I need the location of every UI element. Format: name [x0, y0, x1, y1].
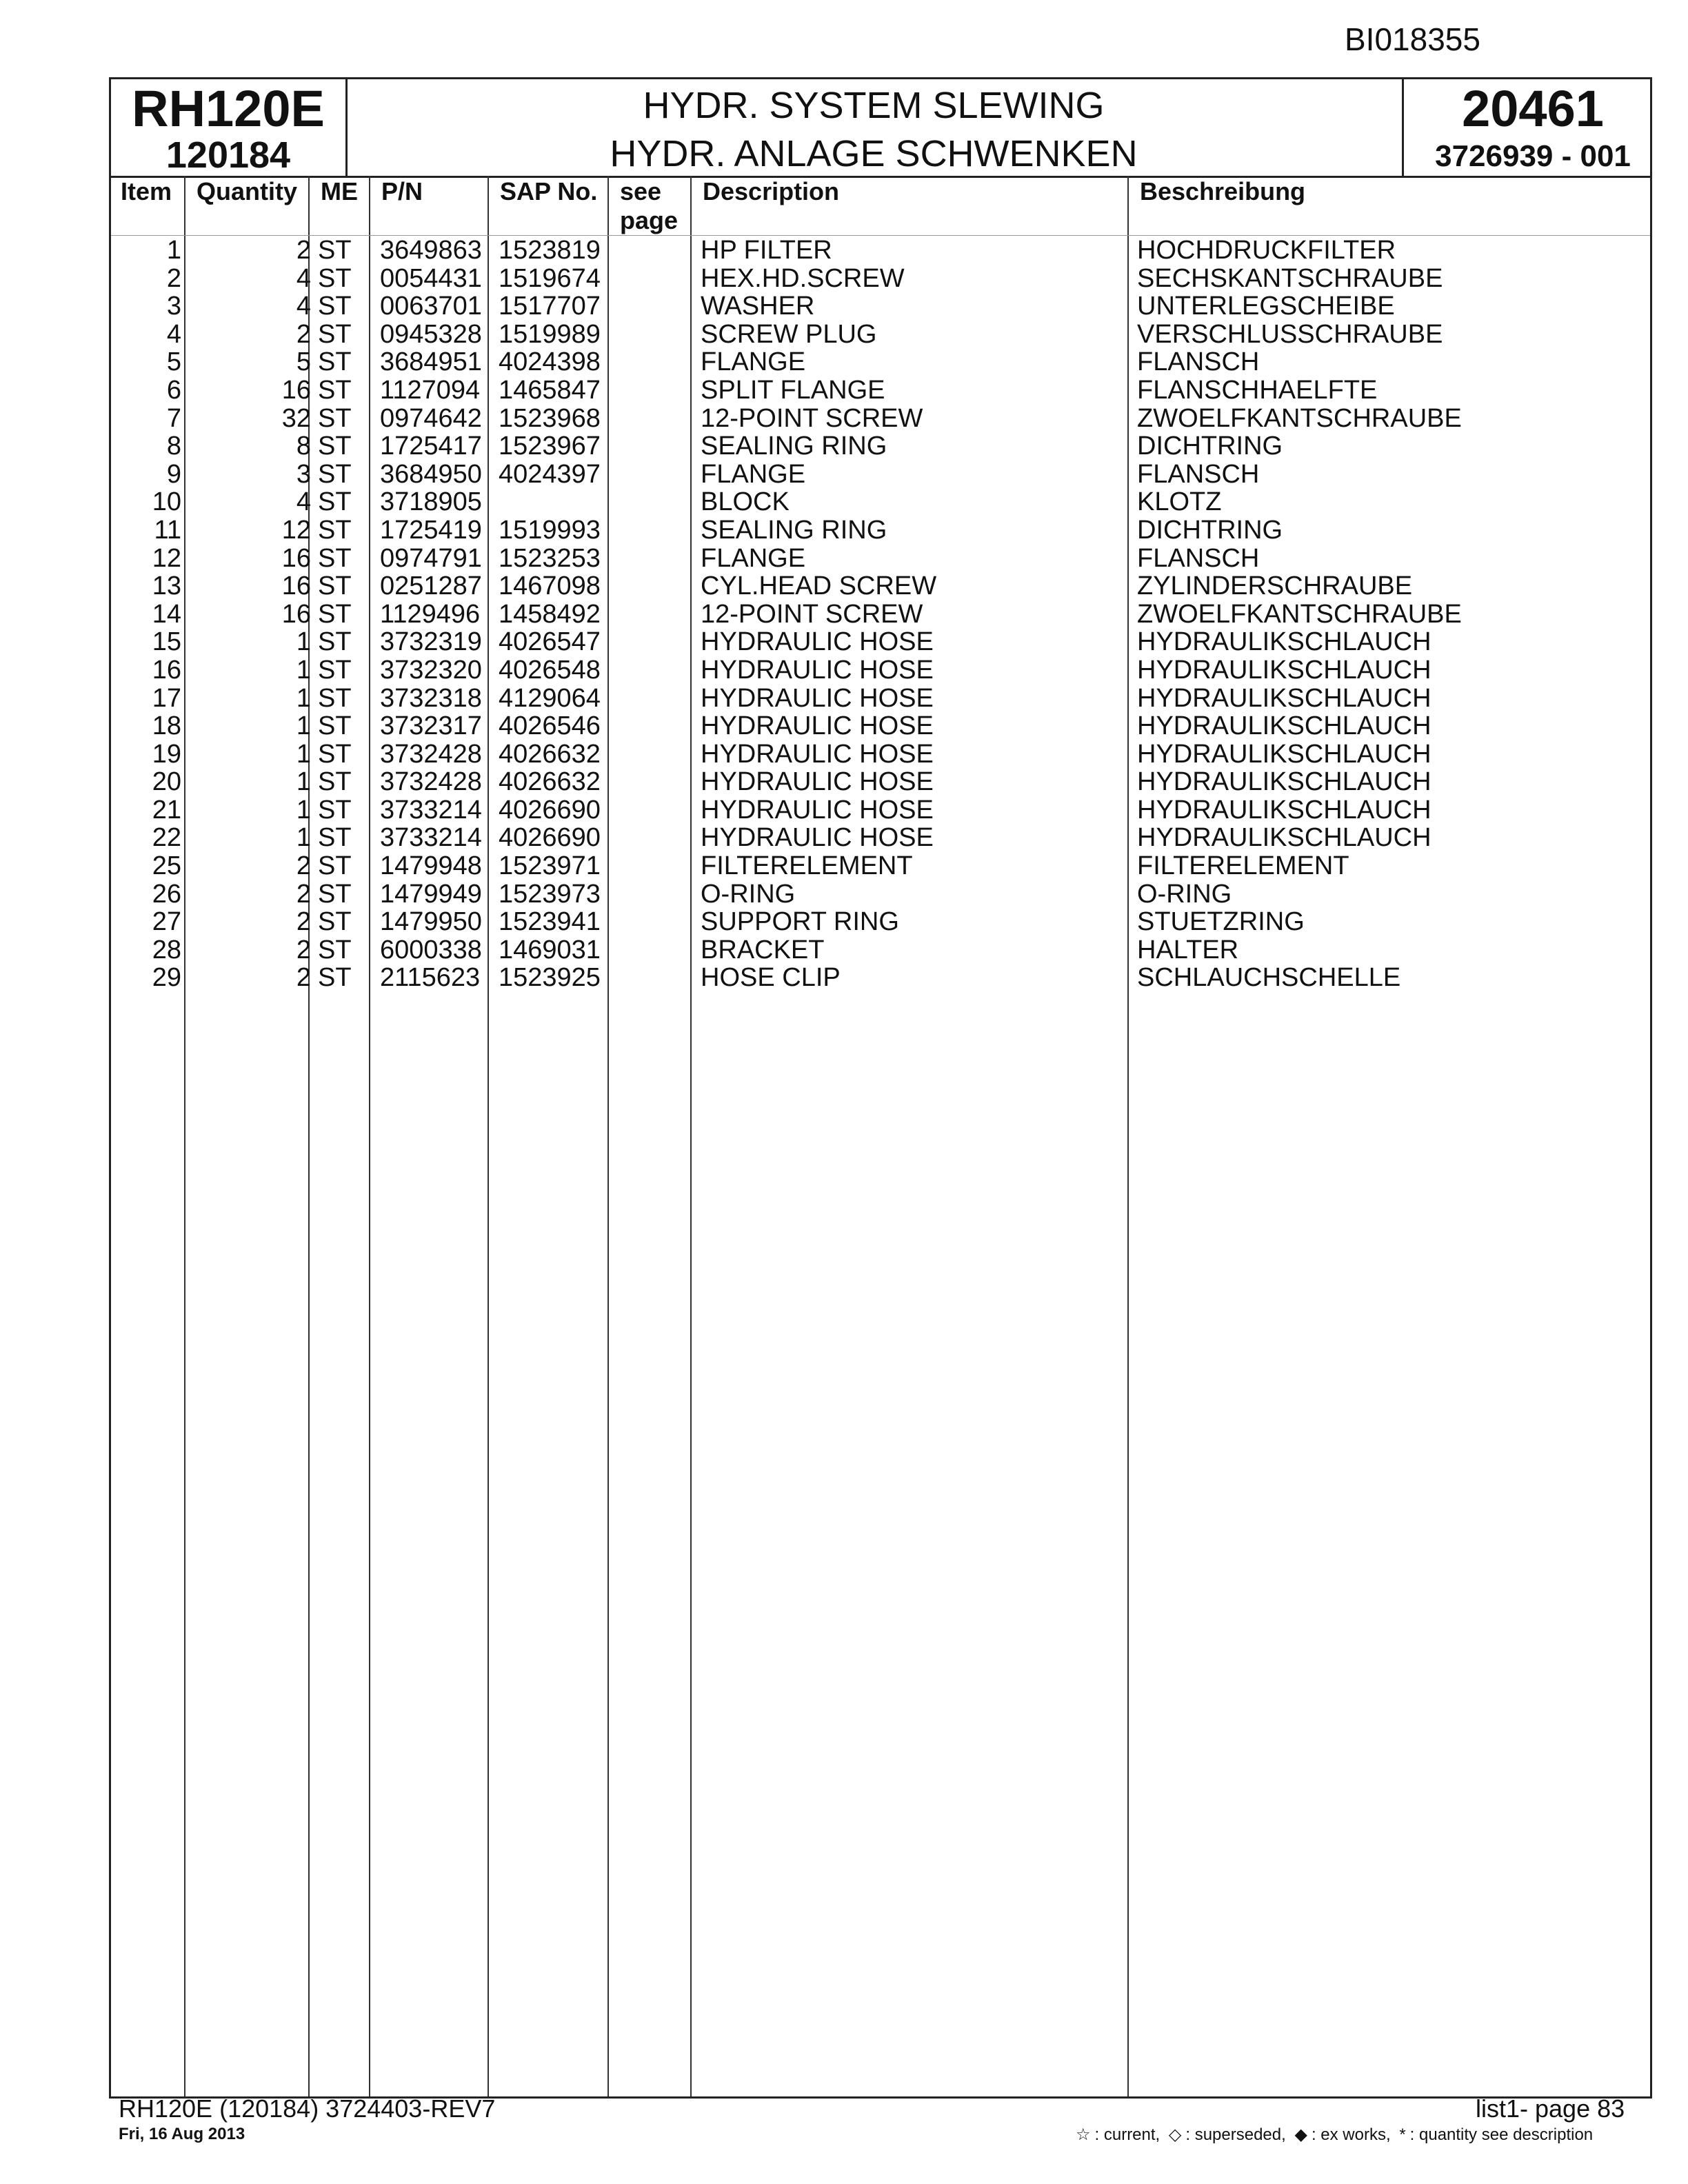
- cell-pn: 1127094: [380, 375, 481, 405]
- cell-description: HYDRAULIC HOSE: [701, 683, 934, 713]
- legend-superseded: : superseded,: [1185, 2125, 1286, 2144]
- cell-me: ST: [318, 375, 352, 405]
- cell-item: 27: [152, 907, 181, 937]
- cell-me: ST: [318, 627, 352, 657]
- cell-description: HOSE CLIP: [701, 963, 841, 993]
- cell-item: 12: [152, 543, 181, 573]
- table-row: [111, 461, 1650, 489]
- cell-quantity: 2: [296, 935, 311, 964]
- cell-item: 6: [166, 375, 181, 405]
- cell-sap: 4026632: [499, 767, 601, 797]
- cell-me: ST: [318, 907, 352, 937]
- cell-beschreibung: FILTERELEMENT: [1137, 851, 1349, 881]
- cell-quantity: 1: [296, 683, 311, 713]
- column-header-sap: SAP No.: [500, 177, 598, 205]
- column-header-pn: P/N: [381, 177, 423, 205]
- table-row: [111, 405, 1650, 433]
- cell-me: ST: [318, 263, 352, 293]
- cell-beschreibung: ZWOELFKANTSCHRAUBE: [1137, 599, 1462, 629]
- cell-item: 3: [166, 292, 181, 321]
- cell-description: BRACKET: [701, 935, 825, 964]
- cell-sap: 1517707: [499, 292, 601, 321]
- cell-sap: 1519674: [499, 263, 601, 293]
- legend-quantity: : quantity see description: [1409, 2125, 1594, 2144]
- cell-pn: 3733214: [380, 795, 482, 825]
- cell-beschreibung: UNTERLEGSCHEIBE: [1137, 292, 1395, 321]
- cell-beschreibung: KLOTZ: [1137, 487, 1222, 517]
- cell-description: HYDRAULIC HOSE: [701, 739, 934, 769]
- cell-beschreibung: HYDRAULIKSCHLAUCH: [1137, 655, 1431, 685]
- group-reference: 3726939 - 001: [1435, 139, 1631, 173]
- cell-sap: 4024397: [499, 459, 601, 489]
- cell-sap: 4026546: [499, 711, 601, 741]
- cell-description: O-RING: [701, 879, 796, 909]
- table-row: [111, 908, 1650, 936]
- cell-sap: 1523925: [499, 963, 601, 993]
- cell-beschreibung: HYDRAULIKSCHLAUCH: [1137, 767, 1431, 797]
- cell-me: ST: [318, 767, 352, 797]
- legend-ex-works: : ex works,: [1311, 2125, 1391, 2144]
- cell-me: ST: [318, 319, 352, 349]
- cell-me: ST: [318, 823, 352, 853]
- cell-item: 14: [152, 599, 181, 629]
- cell-me: ST: [318, 572, 352, 601]
- column-header-description: Description: [703, 177, 840, 205]
- model-name: RH120E: [132, 80, 325, 137]
- cell-sap: 4129064: [499, 683, 601, 713]
- cell-pn: 6000338: [380, 935, 482, 964]
- cell-item: 15: [152, 627, 181, 657]
- table-row: [111, 712, 1650, 740]
- footer-document-reference: RH120E (120184) 3724403-REV7: [119, 2094, 496, 2123]
- cell-quantity: 1: [296, 711, 311, 741]
- cell-sap: 1519989: [499, 319, 601, 349]
- table-row: [111, 265, 1650, 293]
- cell-description: 12-POINT SCREW: [701, 599, 923, 629]
- table-row: [111, 852, 1650, 880]
- cell-item: 10: [152, 487, 181, 517]
- table-row: [111, 236, 1650, 265]
- star-outline-icon: ☆: [1076, 2125, 1091, 2144]
- cell-pn: 3732320: [380, 655, 482, 685]
- cell-quantity: 4: [296, 263, 311, 293]
- document-id: BI018355: [1345, 21, 1480, 57]
- cell-pn: 0945328: [380, 319, 482, 349]
- title-english: HYDR. SYSTEM SLEWING: [643, 85, 1105, 126]
- cell-quantity: 8: [296, 432, 311, 461]
- cell-pn: 1725419: [380, 515, 482, 545]
- cell-item: 13: [152, 572, 181, 601]
- cell-beschreibung: DICHTRING: [1137, 515, 1283, 545]
- parts-table-body: [111, 236, 1650, 992]
- cell-sap: 1458492: [499, 599, 601, 629]
- cell-pn: 3732428: [380, 739, 482, 769]
- cell-me: ST: [318, 739, 352, 769]
- cell-quantity: 2: [296, 319, 311, 349]
- cell-item: 22: [152, 823, 181, 853]
- cell-pn: 0054431: [380, 263, 482, 293]
- diamond-outline-icon: ◇: [1168, 2125, 1182, 2144]
- cell-sap: 4024398: [499, 347, 601, 377]
- cell-beschreibung: STUETZRING: [1137, 907, 1305, 937]
- model-number: 120184: [165, 134, 291, 176]
- cell-sap: 1465847: [499, 375, 601, 405]
- cell-item: 8: [166, 432, 181, 461]
- cell-item: 21: [152, 795, 181, 825]
- table-row: [111, 292, 1650, 321]
- table-row: [111, 628, 1650, 656]
- table-row: [111, 796, 1650, 825]
- column-header-page: page: [620, 206, 679, 234]
- cell-me: ST: [318, 432, 352, 461]
- cell-quantity: 4: [296, 292, 311, 321]
- cell-sap: 1467098: [499, 572, 601, 601]
- cell-description: SPLIT FLANGE: [701, 375, 885, 405]
- cell-quantity: 1: [296, 627, 311, 657]
- asterisk-symbol: *: [1399, 2125, 1406, 2144]
- legend: [1076, 2125, 1597, 2145]
- cell-me: ST: [318, 935, 352, 964]
- cell-beschreibung: HALTER: [1137, 935, 1239, 964]
- table-row: [111, 768, 1650, 796]
- cell-beschreibung: HYDRAULIKSCHLAUCH: [1137, 739, 1431, 769]
- cell-sap: 1519993: [499, 515, 601, 545]
- cell-description: HP FILTER: [701, 236, 832, 265]
- cell-quantity: 12: [281, 515, 311, 545]
- cell-item: 19: [152, 739, 181, 769]
- diamond-filled-icon: ◆: [1294, 2125, 1307, 2144]
- cell-quantity: 16: [281, 572, 311, 601]
- cell-me: ST: [318, 963, 352, 993]
- cell-beschreibung: ZYLINDERSCHRAUBE: [1137, 572, 1413, 601]
- cell-pn: 3684950: [380, 459, 482, 489]
- cell-beschreibung: VERSCHLUSSCHRAUBE: [1137, 319, 1443, 349]
- cell-item: 29: [152, 963, 181, 993]
- cell-item: 16: [152, 655, 181, 685]
- cell-pn: 1479948: [380, 851, 482, 881]
- cell-pn: 0251287: [380, 572, 482, 601]
- title-german: HYDR. ANLAGE SCHWENKEN: [610, 133, 1138, 174]
- cell-item: 7: [166, 403, 181, 433]
- table-row: [111, 600, 1650, 629]
- cell-item: 26: [152, 879, 181, 909]
- cell-beschreibung: FLANSCH: [1137, 459, 1260, 489]
- cell-me: ST: [318, 459, 352, 489]
- cell-description: HYDRAULIC HOSE: [701, 767, 934, 797]
- cell-description: SEALING RING: [701, 515, 887, 545]
- cell-pn: 3732319: [380, 627, 482, 657]
- column-header-see: see: [620, 177, 662, 205]
- cell-pn: 0974642: [380, 403, 482, 433]
- column-header-me: ME: [321, 177, 358, 205]
- cell-description: HYDRAULIC HOSE: [701, 711, 934, 741]
- cell-pn: 1129496: [380, 599, 481, 629]
- cell-sap: 4026632: [499, 739, 601, 769]
- cell-description: HEX.HD.SCREW: [701, 263, 905, 293]
- cell-pn: 3732317: [380, 711, 482, 741]
- table-row: [111, 488, 1650, 516]
- cell-quantity: 16: [281, 543, 311, 573]
- cell-pn: 3718905: [380, 487, 482, 517]
- cell-item: 20: [152, 767, 181, 797]
- table-row: [111, 685, 1650, 713]
- cell-description: HYDRAULIC HOSE: [701, 823, 934, 853]
- cell-description: SEALING RING: [701, 432, 887, 461]
- cell-pn: 3732428: [380, 767, 482, 797]
- cell-sap: 1523973: [499, 879, 601, 909]
- title-block: [345, 79, 1404, 176]
- table-row: [111, 545, 1650, 573]
- cell-description: FLANGE: [701, 543, 806, 573]
- cell-item: 18: [152, 711, 181, 741]
- cell-item: 4: [166, 319, 181, 349]
- cell-beschreibung: HYDRAULIKSCHLAUCH: [1137, 795, 1431, 825]
- cell-beschreibung: SECHSKANTSCHRAUBE: [1137, 263, 1443, 293]
- cell-me: ST: [318, 292, 352, 321]
- cell-pn: 0974791: [380, 543, 482, 573]
- cell-pn: 3649863: [380, 236, 482, 265]
- cell-description: FLANGE: [701, 459, 806, 489]
- cell-sap: 4026690: [499, 795, 601, 825]
- legend-current: : current,: [1094, 2125, 1160, 2144]
- group-number: 20461: [1462, 80, 1604, 137]
- cell-quantity: 1: [296, 823, 311, 853]
- cell-quantity: 2: [296, 907, 311, 937]
- table-row: [111, 376, 1650, 405]
- cell-quantity: 16: [281, 375, 311, 405]
- cell-beschreibung: FLANSCH: [1137, 347, 1260, 377]
- cell-sap: 4026548: [499, 655, 601, 685]
- cell-quantity: 2: [296, 236, 311, 265]
- cell-me: ST: [318, 403, 352, 433]
- cell-description: BLOCK: [701, 487, 790, 517]
- cell-me: ST: [318, 599, 352, 629]
- cell-item: 25: [152, 851, 181, 881]
- cell-beschreibung: DICHTRING: [1137, 432, 1283, 461]
- column-header-beschreibung: Beschreibung: [1140, 177, 1306, 205]
- cell-me: ST: [318, 879, 352, 909]
- table-row: [111, 964, 1650, 992]
- table-row: [111, 348, 1650, 376]
- cell-item: 17: [152, 683, 181, 713]
- column-header-quantity: Quantity: [197, 177, 298, 205]
- cell-me: ST: [318, 487, 352, 517]
- cell-sap: 1523967: [499, 432, 601, 461]
- table-row: [111, 656, 1650, 685]
- cell-pn: 2115623: [380, 963, 481, 993]
- cell-pn: 1479950: [380, 907, 482, 937]
- cell-me: ST: [318, 655, 352, 685]
- cell-quantity: 16: [281, 599, 311, 629]
- cell-quantity: 4: [296, 487, 311, 517]
- cell-quantity: 2: [296, 879, 311, 909]
- cell-me: ST: [318, 543, 352, 573]
- cell-quantity: 1: [296, 795, 311, 825]
- cell-beschreibung: HYDRAULIKSCHLAUCH: [1137, 823, 1431, 853]
- cell-item: 11: [154, 515, 181, 545]
- cell-item: 5: [166, 347, 181, 377]
- cell-beschreibung: SCHLAUCHSCHELLE: [1137, 963, 1401, 993]
- cell-item: 28: [152, 935, 181, 964]
- cell-description: FLANGE: [701, 347, 806, 377]
- cell-pn: 3733214: [380, 823, 482, 853]
- cell-sap: 4026690: [499, 823, 601, 853]
- table-row: [111, 572, 1650, 600]
- model-block: [111, 79, 348, 176]
- cell-pn: 1479949: [380, 879, 482, 909]
- table-row: [111, 432, 1650, 461]
- cell-description: SUPPORT RING: [701, 907, 899, 937]
- cell-description: FILTERELEMENT: [701, 851, 913, 881]
- cell-beschreibung: HYDRAULIKSCHLAUCH: [1137, 711, 1431, 741]
- cell-quantity: 1: [296, 655, 311, 685]
- footer-page-number: list1- page 83: [1476, 2094, 1625, 2123]
- cell-pn: 3732318: [380, 683, 482, 713]
- cell-beschreibung: ZWOELFKANTSCHRAUBE: [1137, 403, 1462, 433]
- cell-quantity: 2: [296, 963, 311, 993]
- cell-beschreibung: FLANSCH: [1137, 543, 1260, 573]
- cell-beschreibung: HYDRAULIKSCHLAUCH: [1137, 683, 1431, 713]
- cell-sap: 4026547: [499, 627, 601, 657]
- cell-beschreibung: HOCHDRUCKFILTER: [1137, 236, 1396, 265]
- table-row: [111, 516, 1650, 545]
- cell-description: CYL.HEAD SCREW: [701, 572, 937, 601]
- cell-quantity: 1: [296, 767, 311, 797]
- cell-sap: 1523968: [499, 403, 601, 433]
- table-row: [111, 936, 1650, 964]
- cell-sap: 1523253: [499, 543, 601, 573]
- cell-description: HYDRAULIC HOSE: [701, 795, 934, 825]
- footer-date: Fri, 16 Aug 2013: [119, 2125, 245, 2143]
- cell-pn: 3684951: [380, 347, 482, 377]
- cell-description: SCREW PLUG: [701, 319, 877, 349]
- column-header-item: Item: [121, 177, 172, 205]
- cell-sap: 1523971: [499, 851, 601, 881]
- cell-item: 9: [166, 459, 181, 489]
- table-row: [111, 321, 1650, 349]
- parts-list-header: [111, 79, 1650, 178]
- cell-me: ST: [318, 347, 352, 377]
- cell-description: WASHER: [701, 292, 815, 321]
- table-row: [111, 824, 1650, 852]
- cell-quantity: 32: [281, 403, 311, 433]
- cell-item: 1: [166, 236, 181, 265]
- cell-quantity: 3: [296, 459, 311, 489]
- cell-pn: 0063701: [380, 292, 482, 321]
- table-row: [111, 740, 1650, 769]
- cell-beschreibung: HYDRAULIKSCHLAUCH: [1137, 627, 1431, 657]
- cell-me: ST: [318, 795, 352, 825]
- cell-quantity: 2: [296, 851, 311, 881]
- cell-me: ST: [318, 711, 352, 741]
- table-row: [111, 880, 1650, 909]
- cell-beschreibung: O-RING: [1137, 879, 1232, 909]
- cell-item: 2: [166, 263, 181, 293]
- cell-beschreibung: FLANSCHHAELFTE: [1137, 375, 1378, 405]
- cell-sap: 1523941: [499, 907, 601, 937]
- cell-quantity: 5: [296, 347, 311, 377]
- cell-me: ST: [318, 515, 352, 545]
- cell-description: HYDRAULIC HOSE: [701, 655, 934, 685]
- cell-me: ST: [318, 236, 352, 265]
- cell-pn: 1725417: [380, 432, 482, 461]
- group-block: [1416, 79, 1650, 176]
- cell-me: ST: [318, 851, 352, 881]
- parts-list-frame: [109, 77, 1652, 2099]
- cell-description: 12-POINT SCREW: [701, 403, 923, 433]
- cell-sap: 1523819: [499, 236, 601, 265]
- cell-me: ST: [318, 683, 352, 713]
- cell-sap: 1469031: [499, 935, 601, 964]
- cell-quantity: 1: [296, 739, 311, 769]
- cell-description: HYDRAULIC HOSE: [701, 627, 934, 657]
